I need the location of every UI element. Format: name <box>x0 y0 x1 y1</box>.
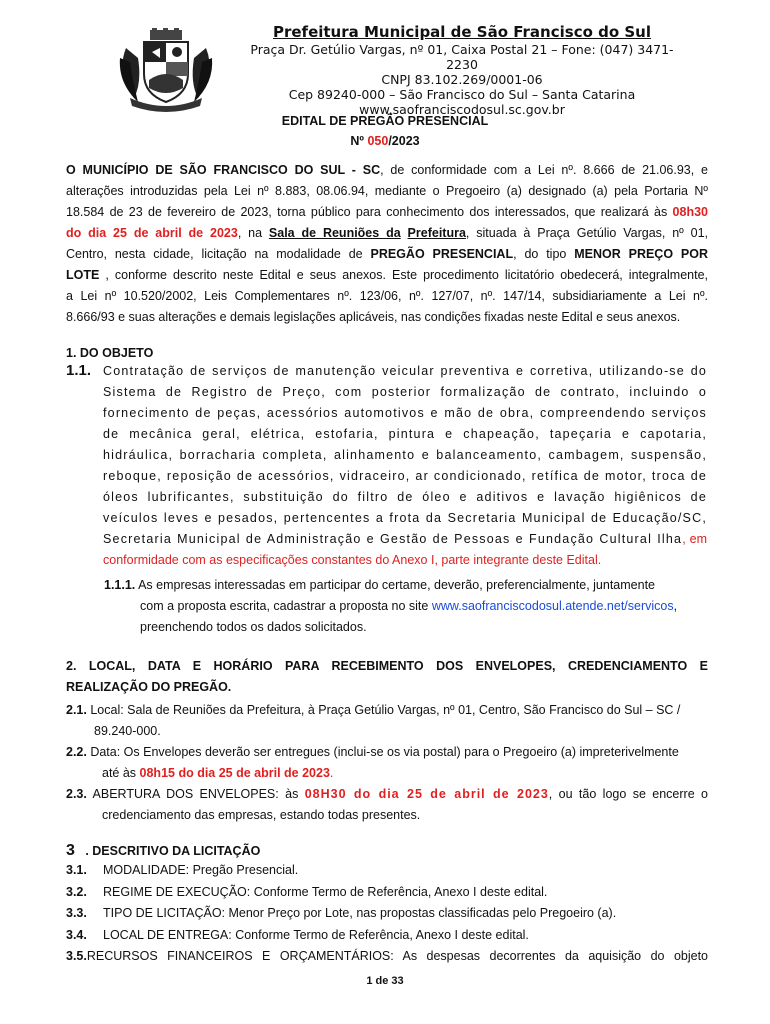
item-2-2-text-2: até às <box>102 766 140 780</box>
intro-line-2: alterações introduzidas pela Lei nº 8.883, 08.06.94, mediante o Pregoeiro (a) designado (a) pela Portaria Nº <box>66 184 708 198</box>
intro-line-4-text-a: , na <box>237 226 269 240</box>
item-1-1-1-line-3: preenchendo todos os dados solicitados. <box>140 620 367 634</box>
item-text: MODALIDADE: Pregão Presencial. <box>103 863 299 877</box>
item-1-1-line: hidráulica, borracharia completa, alinhamento e balanceamento, cambagem, suspensão, <box>103 448 707 462</box>
item-1-1-1-number: 1.1.1. <box>104 578 136 592</box>
item-text: LOCAL DE ENTREGA: Conforme Termo de Referência, Anexo I deste edital. <box>103 927 529 942</box>
item-2-2-period: . <box>329 766 334 780</box>
section-2-items <box>66 700 708 826</box>
item-text: REGIME DE EXECUÇÃO: Conforme Termo de Referência, Anexo I deste edital. <box>103 884 548 899</box>
opening-datetime: 08H30 do dia 25 de abril de 2023 <box>304 787 549 801</box>
item-3-5-number: 3.5. <box>66 949 87 963</box>
session-date: do dia 25 de abril de 2023 <box>66 226 238 240</box>
intro-line-4 <box>66 223 708 244</box>
list-item <box>66 882 708 904</box>
edital-number-prefix: Nº <box>350 134 368 148</box>
edital-number-suffix: /2023 <box>388 134 420 148</box>
venue-building: Prefeitura <box>407 226 466 240</box>
header-text-block <box>222 22 702 117</box>
item-2-1-number: 2.1. <box>66 703 87 717</box>
item-number: 3.2. <box>66 884 87 899</box>
intro-line-5-text-a: Centro, nesta cidade, licitação na modalidade de <box>66 247 371 261</box>
list-item <box>66 860 708 882</box>
municipal-coat-of-arms-icon <box>116 28 216 108</box>
item-2-3-line-2: credenciamento das empresas, estando todas presentes. <box>102 808 421 822</box>
item-1-1-number: 1.1. <box>66 362 92 379</box>
section-3-number: 3 <box>66 842 75 859</box>
section-2-heading-line-2: REALIZAÇÃO DO PREGÃO. <box>66 680 232 694</box>
clipped-website-line: www.saofranciscodosul.sc.gov.br <box>359 102 565 117</box>
item-number: 3.4. <box>66 927 87 942</box>
item-2-3-text-b: , ou tão logo se encerre o <box>548 787 708 801</box>
intro-line-3-text: 18.584 de 23 de fevereiro de 2023, torna público para conhecimento dos interessados, que realizará às <box>66 205 673 219</box>
document-header <box>0 0 770 117</box>
item-1-1-line: reboque, reposição de acessórios, vidraceiro, ar condicionado, retífica de motor, troca de <box>103 469 707 483</box>
item-1-1-1-text: As empresas interessadas em participar do certame, deverão, preferencialmente, juntamente <box>135 578 655 592</box>
intro-line-5-text-c: , do tipo <box>513 247 575 261</box>
section-2-heading-line-1: 2. LOCAL, DATA E HORÁRIO PARA RECEBIMENTO DOS ENVELOPES, CREDENCIAMENTO E <box>66 659 708 673</box>
intro-line-3 <box>66 202 708 223</box>
modality: PREGÃO PRESENCIAL <box>370 247 514 261</box>
item-1-1-line: fornecimento de peças, acessórios automotivos e mão de obra, compreendendo serviços <box>103 406 707 420</box>
address-line-1: Praça Dr. Getúlio Vargas, nº 01, Caixa Postal 21 – Fone: (047) 3471- <box>250 42 674 57</box>
intro-line-5 <box>66 244 708 265</box>
municipality-name: O MUNICÍPIO DE SÃO FRANCISCO DO SUL - SC <box>66 163 381 177</box>
item-2-3-line-1 <box>66 784 708 805</box>
intro-line-4-text-c: , situada à Praça Getúlio Vargas, nº 01, <box>465 226 708 240</box>
item-2-3-text: ABERTURA DOS ENVELOPES: às <box>86 787 305 801</box>
intro-line-1 <box>66 160 708 181</box>
section-2-heading <box>66 656 708 698</box>
item-number: 3.1. <box>66 863 87 877</box>
item-1-1-line-10: conformidade com as especificações constantes do Anexo I, parte integrante deste Edital. <box>103 553 602 567</box>
page-number: 1 de 33 <box>366 975 404 987</box>
bid-type-part-1: MENOR PREÇO POR <box>574 247 709 261</box>
item-1-1-line: óleos lubrificantes, substituição do filtro de óleo e aditivos e lavação higiênicos de <box>103 490 707 504</box>
item-1-1-text <box>103 361 707 571</box>
item-1-1-line: Contratação de serviços de manutenção veicular preventiva e corretiva, utilizando-se do <box>103 364 707 378</box>
list-item <box>66 903 708 925</box>
item-2-1-text: Local: Sala de Reuniões da Prefeitura, à Praça Getúlio Vargas, nº 01, Centro, São Francisco do Sul – SC / <box>86 703 681 717</box>
intro-line-8: 8.666/93 e suas alterações e demais legislações aplicáveis, nas condições fixadas neste Edital e seus anexos. <box>66 310 681 324</box>
item-1-1-line-9-text: Secretaria Municipal de Administração e Gestão de Pessoas e Fundação Cultural Ilha <box>103 532 683 546</box>
item-1-1-line: Sistema de Registro de Preço, com posterior formalização de contrato, incluindo o <box>103 385 707 399</box>
services-site-link[interactable]: www.saofranciscodosul.atende.net/servicos <box>431 599 674 613</box>
cep-line: Cep 89240-000 – São Francisco do Sul – Santa Catarina <box>288 87 636 102</box>
item-1-1-1 <box>104 575 708 638</box>
section-3-heading <box>66 842 260 860</box>
intro-line-7: a Lei nº 10.520/2002, Leis Complementares nº. 123/06, nº. 127/07, nº. 147/14, subsidiariamente a Lei nº. <box>66 289 708 303</box>
intro-line-6-rest: , conforme descrito neste Edital e seus anexos. Este procedimento licitatório obedecerá, integralmente, <box>99 268 708 282</box>
item-2-2-line-1 <box>66 742 708 763</box>
item-1-1-line: veículos leves e pesados, pertencentes a frota da Secretaria Municipal de Educação/SC, <box>103 511 707 525</box>
item-2-1-line-1 <box>66 700 708 721</box>
cnpj-line: CNPJ 83.102.269/0001-06 <box>381 72 543 87</box>
intro-line-6 <box>66 265 708 286</box>
envelope-deadline: 08h15 do dia 25 de abril de 2023 <box>139 766 330 780</box>
item-3-5-text: RECURSOS FINANCEIROS E ORÇAMENTÁRIOS: As despesas decorrentes da aquisição do objeto <box>86 949 708 963</box>
item-number: 3.3. <box>66 906 87 920</box>
section-3-items <box>66 860 708 968</box>
bid-type-part-2: LOTE <box>66 268 100 282</box>
item-1-1-line: de mecânica geral, elétrica, estofaria, pintura e chapeação, tapeçaria e capotaria, <box>103 427 707 441</box>
intro-line-1-rest: , de conformidade com a Lei nº. 8.666 de 21.06.93, e <box>380 163 708 177</box>
venue-room: Sala de Reuniões da <box>268 226 401 240</box>
intro-paragraph <box>66 160 708 328</box>
item-2-2-number: 2.2. <box>66 745 87 759</box>
item-2-1-line-2: 89.240-000. <box>94 724 161 738</box>
item-3-5-line <box>66 946 708 968</box>
item-1-1-1-line-2 <box>104 596 708 617</box>
section-1-heading: 1. DO OBJETO <box>66 346 154 360</box>
item-2-2-text: Data: Os Envelopes deverão ser entregues (inclui-se os via postal) para o Pregoeiro (a) impreterivelmente <box>86 745 679 759</box>
section-3-title: . DESCRITIVO DA LICITAÇÃO <box>74 844 261 858</box>
item-1-1-line <box>103 529 707 550</box>
item-1-1-1-text-2: com a proposta escrita, cadastrar a proposta no site <box>140 599 432 613</box>
item-1-1-1-line-1 <box>104 575 708 596</box>
municipality-title: Prefeitura Municipal de São Francisco do Sul <box>272 23 652 41</box>
edital-number-value: 050 <box>367 134 389 148</box>
item-2-2-line-2 <box>66 763 708 784</box>
item-2-3-number: 2.3. <box>66 787 87 801</box>
edital-number <box>0 134 770 148</box>
address-line-2: 2230 <box>446 57 478 72</box>
edital-title: EDITAL DE PREGÃO PRESENCIAL <box>281 114 489 128</box>
item-text: TIPO DE LICITAÇÃO: Menor Preço por Lote, nas propostas classificadas pelo Pregoeiro (a). <box>103 906 617 920</box>
item-1-1-1-comma: , <box>673 599 678 613</box>
list-item <box>66 925 708 947</box>
session-time: 08h30 <box>672 205 708 219</box>
item-1-1-line-9-red: , em <box>682 532 707 546</box>
